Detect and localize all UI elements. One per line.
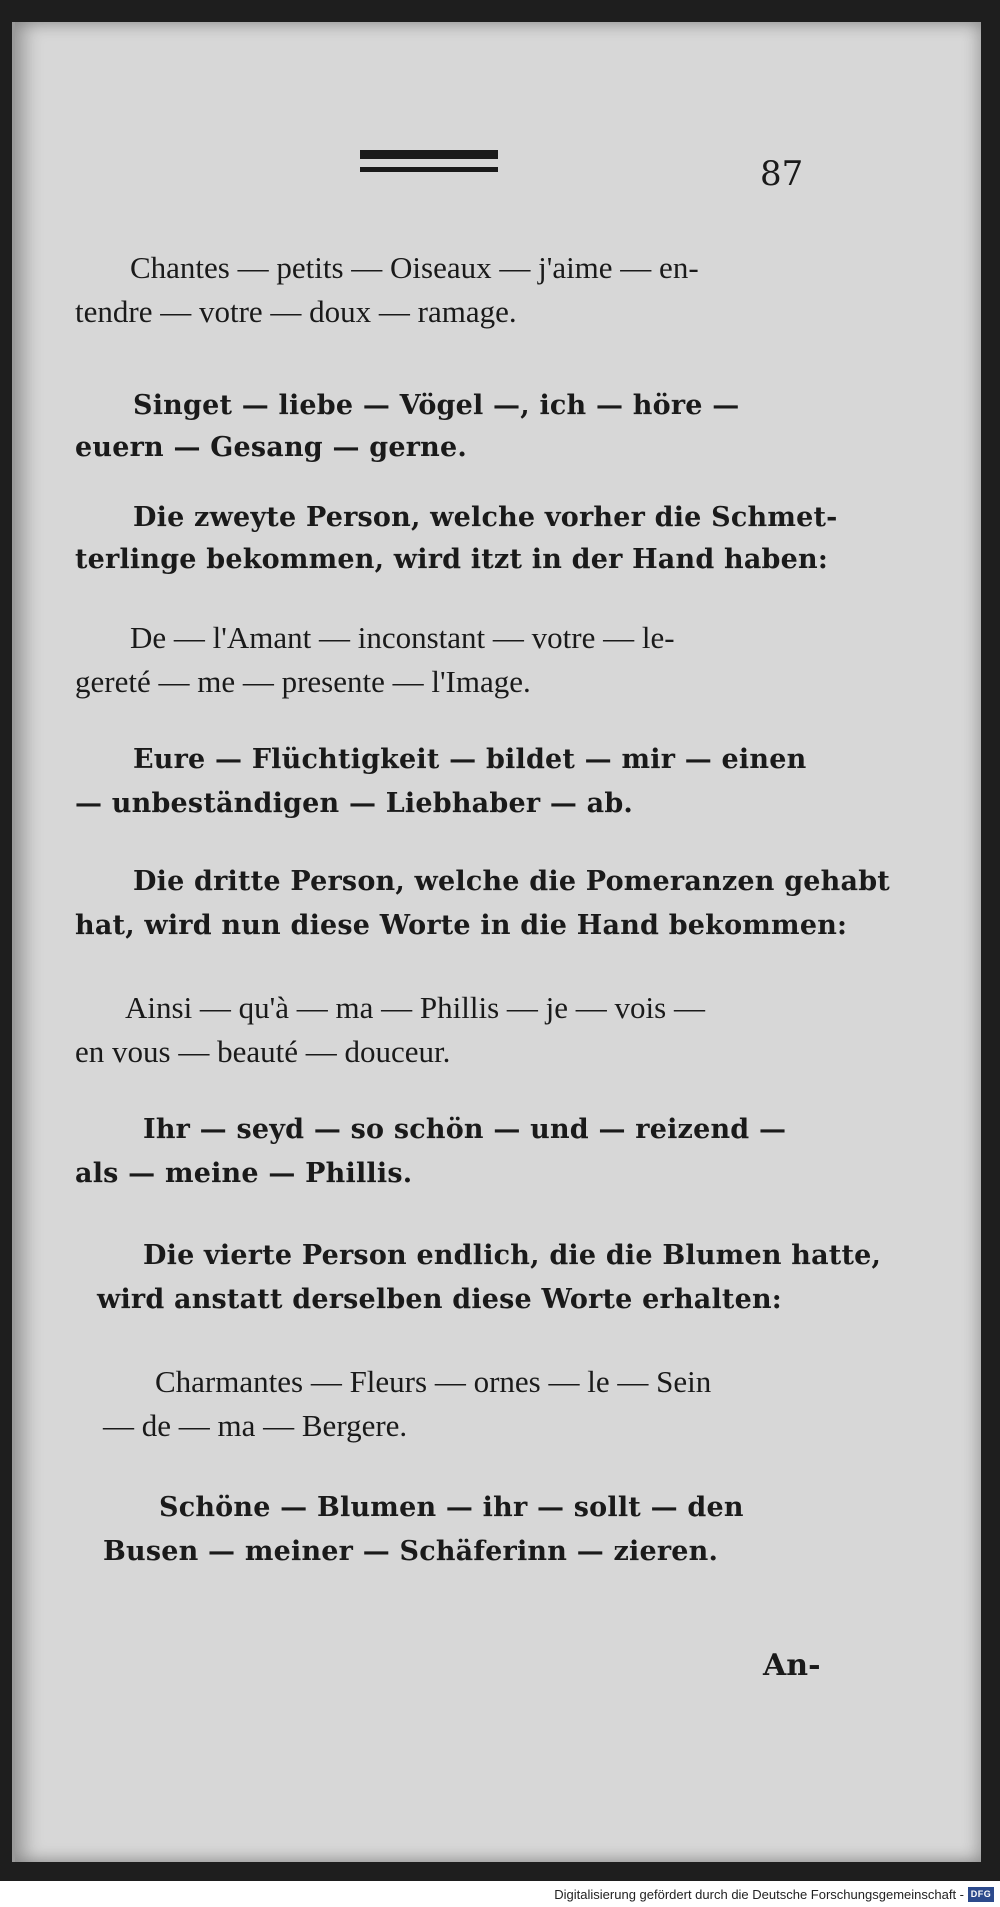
paragraph-4-line-1: De — l'Amant — inconstant — votre — le- [130, 620, 675, 655]
paragraph-6-line-1: Die dritte Person, welche die Pomeranzen gehabt [133, 866, 890, 897]
footer-credit: Digitalisierung gefördert durch die Deutsche Forschungsgemeinschaft - [554, 1887, 964, 1902]
paragraph-9-line-1: Die vierte Person endlich, die die Blumen hatte, [143, 1240, 882, 1271]
paragraph-6-line-2: hat, wird nun diese Worte in die Hand bekommen: [75, 910, 848, 941]
paragraph-10-line-1: Charmantes — Fleurs — ornes — le — Sein [155, 1364, 712, 1399]
paragraph-9-line-2: wird anstatt derselben diese Worte erhalten: [97, 1284, 782, 1315]
book-page [12, 22, 981, 1862]
paragraph-5-line-1: Eure — Flüchtigkeit — bildet — mir — einen [133, 744, 807, 775]
paragraph-11-line-1: Schöne — Blumen — ihr — sollt — den [159, 1492, 744, 1523]
paragraph-2-line-2: euern — Gesang — gerne. [75, 432, 467, 463]
paragraph-11-line-2: Busen — meiner — Schäferinn — zieren. [103, 1536, 719, 1567]
header-rule [360, 150, 498, 159]
header-rule-thin [360, 167, 498, 172]
paragraph-7-line-2: en vous — beauté — douceur. [75, 1034, 451, 1069]
paragraph-8-line-2: als — meine — Phillis. [75, 1158, 413, 1189]
catchword: An- [763, 1648, 821, 1683]
paragraph-1-line-1: Chantes — petits — Oiseaux — j'aime — en- [130, 250, 699, 285]
paragraph-2-line-1: Singet — liebe — Vögel —, ich — höre — [133, 390, 740, 421]
paragraph-3-line-2: terlinge bekommen, wird itzt in der Hand haben: [75, 544, 828, 575]
paragraph-3-line-1: Die zweyte Person, welche vorher die Schmet- [133, 502, 838, 533]
paragraph-4-line-2: gereté — me — presente — l'Image. [75, 664, 531, 699]
page-number: 87 [760, 154, 804, 194]
footer-bar [0, 1881, 1000, 1907]
paragraph-5-line-2: — unbeständigen — Liebhaber — ab. [75, 788, 634, 819]
paragraph-8-line-1: Ihr — seyd — so schön — und — reizend — [143, 1114, 787, 1145]
paragraph-7-line-1: Ainsi — qu'à — ma — Phillis — je — vois — [125, 990, 705, 1025]
paragraph-10-line-2: — de — ma — Bergere. [103, 1408, 408, 1443]
dfg-logo-icon: DFG [968, 1887, 994, 1902]
paragraph-1-line-2: tendre — votre — doux — ramage. [75, 294, 517, 329]
